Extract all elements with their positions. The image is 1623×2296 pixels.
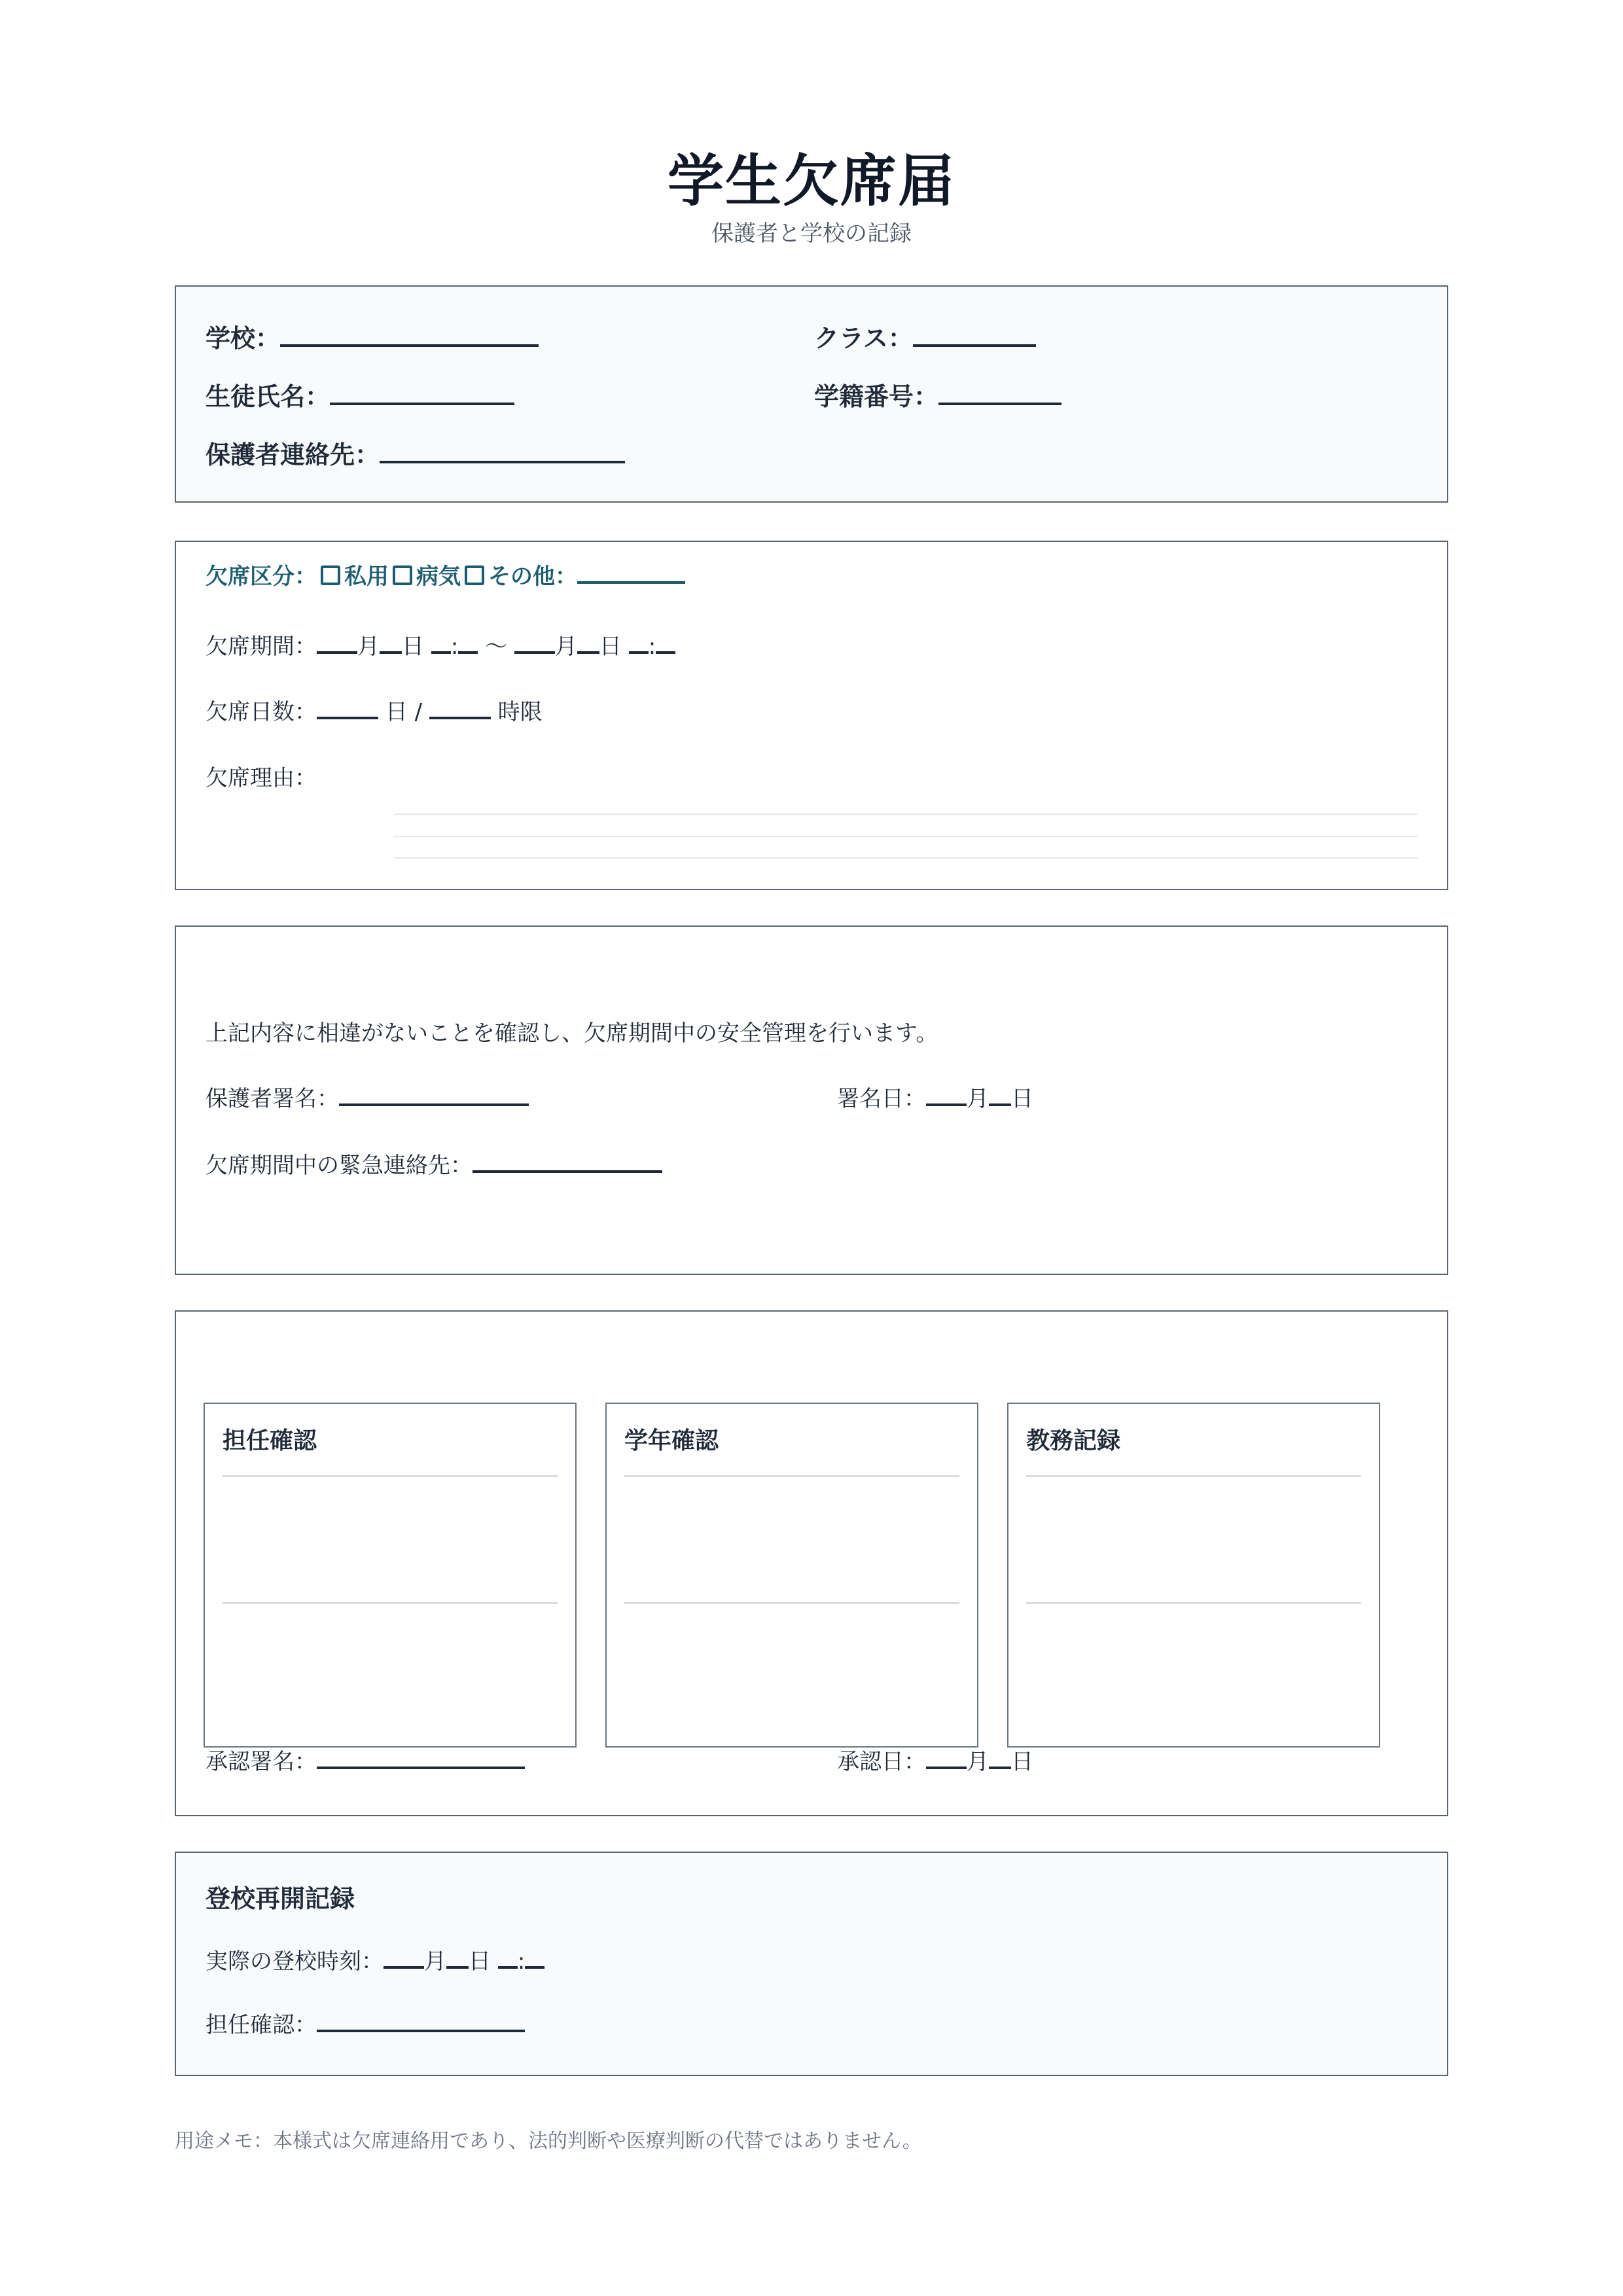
guardian-statement: 上記内容に相違がないことを確認し、欠席期間中の安全管理を行います。 [205,1020,938,1047]
return-day-blank[interactable] [446,1965,469,1969]
sign-date-row [837,1084,1033,1114]
school-label: 学校： [205,324,281,353]
class-label: クラス： [814,324,913,353]
periods-blank[interactable] [429,716,491,719]
reason-line-2[interactable] [394,836,1418,837]
emergency-contact-blank[interactable] [473,1170,662,1173]
return-teacher-confirm-label: 担任確認： [205,2012,317,2038]
approval-signature-blank[interactable] [317,1766,525,1769]
student-id-field[interactable] [814,380,1061,413]
option-other-label: その他： [488,564,577,590]
period-start-hour-blank[interactable] [431,651,451,654]
absence-period-row: 欠席期間： 月 日 : 〜 月 日 : [205,632,675,662]
student-info-section [175,285,1448,503]
day-label: 日 [1011,1749,1033,1775]
return-teacher-confirm-blank[interactable] [317,2029,525,2032]
month-label: 月 [967,1086,989,1112]
option-private-label: 私用 [344,564,389,590]
absence-reason-label: 欠席理由： [205,765,317,791]
return-section-title: 登校再開記録 [205,1884,355,1913]
approval-signature-row [205,1747,525,1777]
option-illness-label: 病気 [416,564,461,590]
page-title: 学生欠席届 [668,149,955,214]
page-subtitle: 保護者と学校の記録 [711,221,912,247]
absence-days-row [205,697,543,727]
checkbox-private[interactable] [321,565,340,585]
approval-divider [223,1475,558,1477]
approval-section [175,1310,1448,1816]
approval-date-day-blank[interactable] [989,1766,1011,1769]
approval-divider [624,1475,959,1477]
sign-date-month-blank[interactable] [926,1103,967,1106]
guardian-signature-blank[interactable] [339,1103,529,1106]
period-end-hour-blank[interactable] [629,651,649,654]
return-hour-blank[interactable] [498,1965,518,1969]
days-unit: 日 / [385,699,423,725]
student-id-blank[interactable] [938,402,1061,405]
month-label: 月 [554,634,577,660]
return-teacher-confirm-row [205,2010,525,2040]
emergency-contact-label: 欠席期間中の緊急連絡先： [205,1153,473,1179]
actual-return-time-row: 実際の登校時刻： 月 日 : [205,1946,544,1977]
absence-days-label: 欠席日数： [205,699,317,725]
approval-divider [223,1602,558,1604]
absence-period-label: 欠席期間： [205,634,317,660]
days-blank[interactable] [317,716,378,719]
student-name-field[interactable] [205,380,514,413]
guardian-contact-label: 保護者連絡先： [205,440,380,469]
guardian-contact-field[interactable] [205,439,625,471]
student-name-blank[interactable] [330,402,514,405]
guardian-confirmation-section [175,925,1448,1275]
approval-box-grade[interactable] [605,1403,978,1748]
day-label: 日 [1011,1086,1033,1112]
approval-date-row [837,1747,1033,1777]
class-blank[interactable] [913,344,1036,347]
day-label: 日 [599,634,622,660]
checkbox-other[interactable] [465,565,484,585]
day-label: 日 [402,634,424,660]
usage-note: 用途メモ：本様式は欠席連絡用であり、法的判断や医療判断の代替ではありません。 [175,2130,922,2153]
approval-divider [1026,1602,1361,1604]
sign-date-label: 署名日： [837,1086,926,1112]
sign-date-day-blank[interactable] [989,1103,1011,1106]
reason-line-3[interactable] [394,857,1418,859]
period-start-min-blank[interactable] [458,651,478,654]
absence-category-row [205,562,685,592]
approval-signature-label: 承認署名： [205,1749,317,1775]
approval-date-label: 承認日： [837,1749,926,1775]
absence-category-label: 欠席区分： [205,564,317,590]
approval-divider [624,1602,959,1604]
approval-box-title: 教務記録 [1026,1427,1121,1454]
period-end-month-blank[interactable] [514,651,555,654]
period-start-day-blank[interactable] [380,651,402,654]
school-blank[interactable] [280,344,539,347]
return-month-blank[interactable] [383,1965,424,1969]
approval-box-homeroom[interactable] [204,1403,577,1748]
periods-unit: 時限 [497,699,543,725]
approval-box-title: 学年確認 [624,1427,719,1454]
range-separator: 〜 [485,634,508,660]
day-label: 日 [469,1948,491,1975]
return-section [175,1852,1448,2076]
approval-box-academic[interactable] [1007,1403,1380,1748]
class-field[interactable] [814,322,1036,355]
emergency-contact-row [205,1151,662,1181]
reason-line-1[interactable] [394,814,1418,815]
student-id-label: 学籍番号： [814,382,939,411]
actual-return-time-label: 実際の登校時刻： [205,1948,383,1975]
approval-date-month-blank[interactable] [926,1766,967,1769]
checkbox-illness[interactable] [393,565,412,585]
month-label: 月 [357,634,380,660]
month-label: 月 [424,1948,446,1975]
guardian-signature-row [205,1084,529,1114]
period-start-month-blank[interactable] [317,651,357,654]
approval-box-title: 担任確認 [223,1427,317,1454]
guardian-signature-label: 保護者署名： [205,1086,339,1112]
period-end-min-blank[interactable] [656,651,675,654]
period-end-day-blank[interactable] [577,651,599,654]
school-field[interactable] [205,322,539,355]
guardian-contact-blank[interactable] [380,460,625,463]
student-name-label: 生徒氏名： [205,382,330,411]
approval-divider [1026,1475,1361,1477]
return-min-blank[interactable] [525,1965,544,1969]
other-blank[interactable] [577,581,685,584]
absence-section [175,541,1448,890]
month-label: 月 [967,1749,989,1775]
